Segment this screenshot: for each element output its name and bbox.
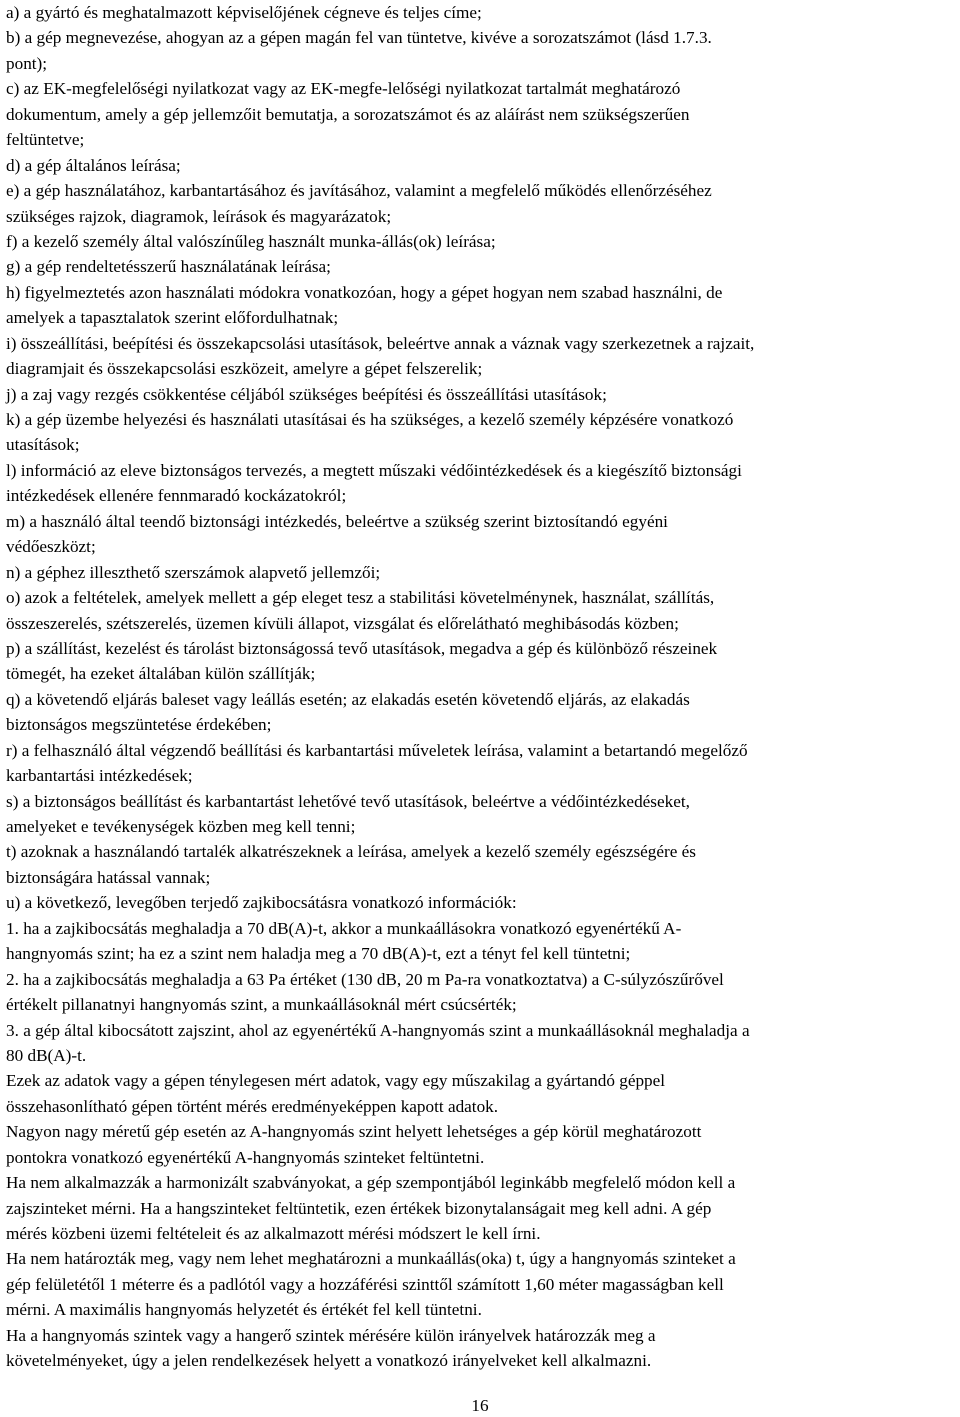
text-line: karbantartási intézkedések; — [6, 766, 193, 786]
text-line: a) a gyártó és meghatalmazott képviselőjének cégneve és teljes címe; — [6, 3, 482, 22]
text-line: biztonságos megszüntetése érdekében; — [6, 715, 272, 735]
text-line: Ha nem alkalmazzák a harmonizált szabványokat, a gép szempontjából leginkább megfelelő módon kell a — [6, 1173, 736, 1193]
text-line: összehasonlítható gépen történt mérés eredményeképpen kapott adatok. — [6, 1096, 499, 1116]
text-line: r) a felhasználó által végzendő beállítási és karbantartási műveletek leírása, valamint a betartandó megelőző — [6, 740, 748, 760]
text-line: védőeszközt; — [6, 537, 96, 557]
text-line: összeszerelés, szétszerelés, üzemen kívüli állapot, vizsgálat és előrelátható meghibásodás közben; — [6, 613, 679, 633]
text-line: j) a zaj vagy rezgés csökkentése céljából szükséges beépítési és összeállítási utasítások; — [6, 384, 607, 404]
text-line: t) azoknak a használandó tartalék alkatrészeknek a leírása, amelyek a kezelő személy egészségére és — [6, 842, 696, 862]
text-line: pontokra vonatkozó egyenértékű A-hangnyomás szinteket feltüntetni. — [6, 1147, 485, 1167]
text-line: amelyeket e tevékenységek közben meg kell tenni; — [6, 817, 356, 836]
text-line: mérni. A maximális hangnyomás helyzetét és értékét fel kell tüntetni. — [6, 1300, 482, 1320]
text-line: q) a követendő eljárás baleset vagy leállás esetén; az elakadás esetén követendő eljárás, az elakadás — [6, 689, 690, 709]
text-line: c) az EK-megfelelőségi nyilatkozat vagy az EK-megfe-lelőségi nyilatkozat tartalmát meghatározó — [6, 79, 681, 99]
text-line: p) a szállítást, kezelést és tárolást biztonságossá tevő utasítások, megadva a gép és különböző részeinek — [6, 638, 718, 658]
text-line: dokumentum, amely a gép jellemzőit bemutatja, a sorozatszámot és az aláírást nem szükségszerűen — [6, 104, 690, 124]
text-line: 2. ha a zajkibocsátás meghaladja a 63 Pa értéket (130 dB, 20 m Pa-ra vonatkoztatva) a C-súlyzószűrővel — [6, 969, 724, 989]
text-line: hangnyomás szint; ha ez a szint nem haladja meg a 70 dB(A)-t, ezt a tényt fel kell tüntetni; — [6, 944, 631, 964]
text-line: diagramjait és összekapcsolási eszközeit, amelyre a gépet felszerelik; — [6, 359, 483, 379]
text-line: amelyek a tapasztalatok szerint előfordulhatnak; — [6, 308, 339, 328]
text-line: biztonságára hatással vannak; — [6, 867, 211, 887]
text-line: m) a használó által teendő biztonsági intézkedés, beleértve a szükség szerint biztosítandó egyéni — [6, 511, 668, 531]
text-line: feltüntetve; — [6, 130, 85, 150]
text-line: u) a következő, levegőben terjedő zajkibocsátásra vonatkozó információk: — [6, 893, 517, 913]
text-line: szükséges rajzok, diagramok, leírások és magyarázatok; — [6, 206, 392, 226]
text-line: e) a gép használatához, karbantartásához és javításához, valamint a megfelelő működés ellenőrzéséhez — [6, 181, 712, 201]
document-body — [6, 0, 956, 1399]
text-line: o) azok a feltételek, amelyek mellett a gép eleget tesz a stabilitási követelménynek, használat, szállítás, — [6, 588, 715, 608]
text-line: követelményeket, úgy a jelen rendelkezések helyett a vonatkozó irányelveket kell alkalmazni. — [6, 1351, 652, 1371]
text-line: s) a biztonságos beállítást és karbantartást lehetővé tevő utasítások, beleértve a védőintézkedéseket, — [6, 791, 690, 811]
text-line: d) a gép általános leírása; — [6, 155, 181, 175]
text-line: k) a gép üzembe helyezési és használati utasításai és ha szükséges, a kezelő személy képzésére vonatkozó — [6, 410, 734, 429]
text-line: utasítások; — [6, 435, 80, 455]
text-line: b) a gép megnevezése, ahogyan az a gépen magán fel van tüntetve, kivéve a sorozatszámot (lásd 1.7.3. — [6, 28, 712, 48]
text-line: i) összeállítási, beépítési és összekapcsolási utasítások, beleértve annak a váznak vagy szerkezetnek a rajzait, — [6, 333, 755, 353]
text-line: 80 dB(A)-t. — [6, 1045, 87, 1065]
text-line: Ha a hangnyomás szintek vagy a hangerő szintek mérésére külön irányelvek határozzák meg a — [6, 1325, 656, 1345]
text-line: pont); — [6, 53, 48, 73]
text-line: l) információ az eleve biztonságos tervezés, a megtett műszaki védőintézkedések és a kiegészítő biztonsági — [6, 460, 742, 480]
text-line: mérés közbeni üzemi feltételeit és az alkalmazott mérési módszert le kell írni. — [6, 1224, 541, 1243]
text-line: Ha nem határozták meg, vagy nem lehet meghatározni a munkaállás(oka) t, úgy a hangnyomás szinteket a — [6, 1249, 736, 1269]
text-line: gép felületétől 1 méterre és a padlótól vagy a hozzáférési szinttől számított 1,60 méter magasságban kell — [6, 1274, 724, 1294]
text-line: n) a géphez illeszthető szerszámok alapvető jellemzői; — [6, 562, 381, 582]
text-line: 3. a gép által kibocsátott zajszint, ahol az egyenértékű A-hangnyomás szint a munkaállásoknál meghaladja a — [6, 1020, 750, 1040]
text-line: Ezek az adatok vagy a gépen ténylegesen mért adatok, vagy egy műszakilag a gyártandó géppel — [6, 1071, 666, 1091]
text-line: f) a kezelő személy által valószínűleg használt munka-állás(ok) leírása; — [6, 231, 496, 251]
text-line: tömegét, ha ezeket általában külön szállítják; — [6, 664, 316, 684]
text-line: értékelt pillanatnyi hangnyomás szint, a munkaállásoknál mért csúcsérték; — [6, 995, 517, 1015]
text-line: intézkedések ellenére fennmaradó kockázatokról; — [6, 486, 347, 506]
text-line: g) a gép rendeltetésszerű használatának leírása; — [6, 257, 331, 277]
text-line: Nagyon nagy méretű gép esetén az A-hangnyomás szint helyett lehetséges a gép körül meghatározott — [6, 1122, 702, 1142]
page-number: 16 — [471, 1396, 489, 1415]
text-line: h) figyelmeztetés azon használati módokra vonatkozóan, hogy a gépet hogyan nem szabad használni, de — [6, 282, 723, 302]
text-line: 1. ha a zajkibocsátás meghaladja a 70 dB(A)-t, akkor a munkaállásokra vonatkozó egyenértékű A- — [6, 918, 682, 938]
text-line: zajszinteket mérni. Ha a hangszinteket feltüntetik, ezen értékek bizonytalanságait meg kell adni. A gép — [6, 1198, 712, 1218]
